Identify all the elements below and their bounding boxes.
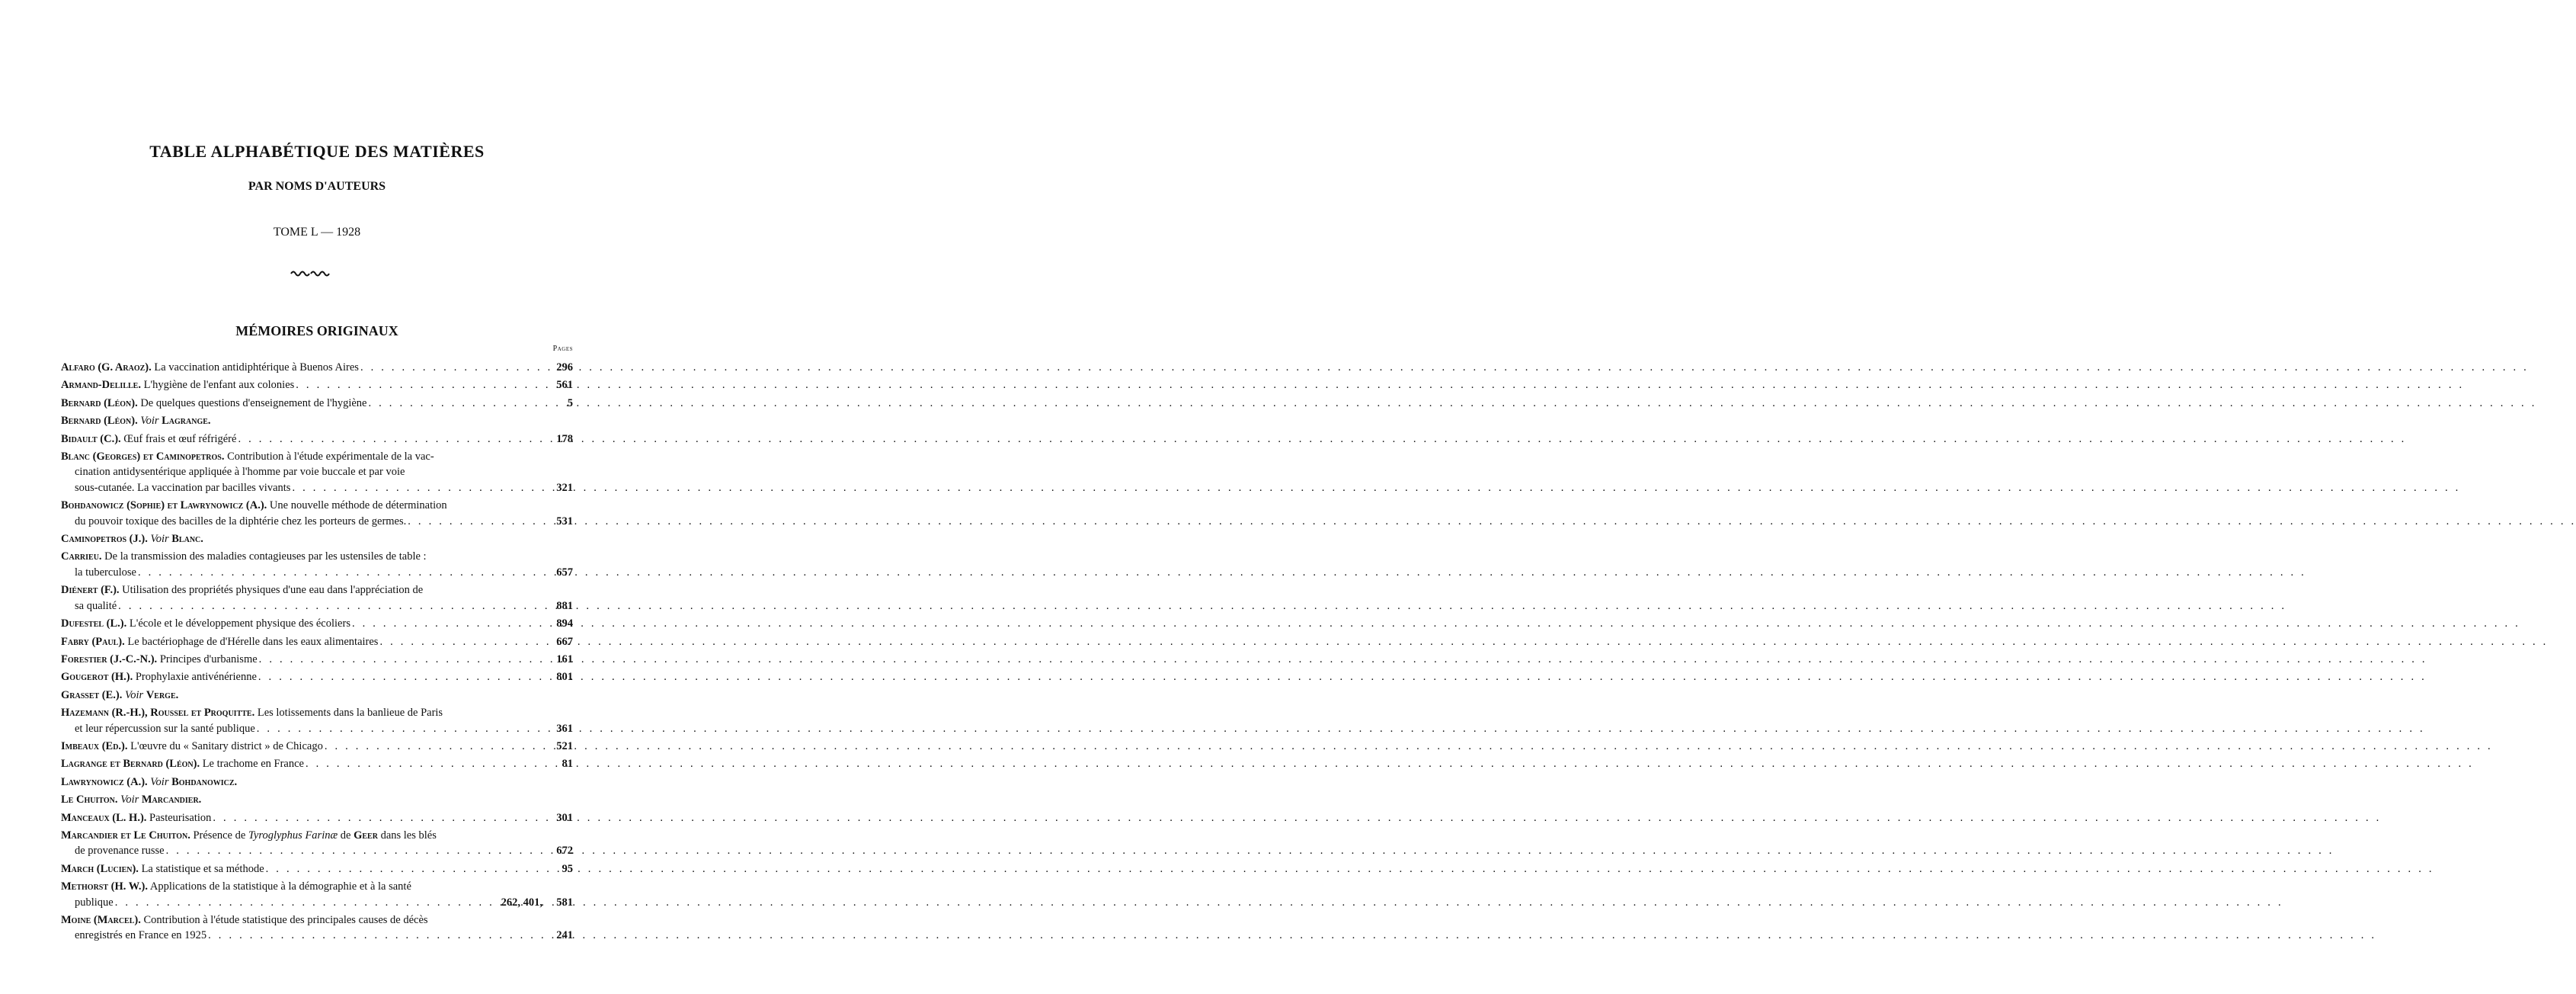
entry-author: Imbeaux (Ed.).: [61, 739, 128, 752]
volume-label: TOME L — 1928: [273, 226, 361, 239]
entry-page: 881: [556, 599, 573, 612]
entry-page: 296: [556, 361, 573, 374]
pages-column-label: Pages: [552, 345, 573, 353]
index-entry: [61, 756, 573, 771]
index-entry: [61, 828, 573, 859]
entry-author: Marcandier et Le Chuiton.: [61, 829, 190, 842]
index-entry: [61, 652, 573, 667]
entry-author: Bernard (Léon).: [61, 415, 138, 428]
voir-label: Voir: [120, 794, 139, 806]
entry-author: Le Chuiton.: [61, 794, 118, 806]
page-title: TABLE ALPHABÉTIQUE DES MATIÈRES: [149, 142, 485, 161]
index-entry: [61, 413, 573, 428]
entry-page: 801: [556, 671, 573, 684]
voir-target: Blanc.: [171, 533, 203, 546]
entry-page: 561: [556, 379, 573, 392]
species-name: Tyroglyphus Farinæ: [248, 829, 338, 842]
index-entry: [61, 531, 573, 547]
entry-author: Lawrynowicz (A.).: [61, 775, 148, 788]
voir-target: Lagrange.: [162, 415, 211, 428]
entry-page: 241: [556, 929, 573, 942]
entry-title: Le bactériophage de d'Hérelle dans les eaux alimentaires: [127, 635, 379, 648]
wave-ornament-icon: [290, 268, 331, 279]
index-entry: [61, 879, 573, 910]
entry-title-continued: de provenance russe: [75, 845, 165, 858]
entry-author: Moine (Marcel).: [61, 914, 141, 926]
voir-target: Bohdanowicz.: [171, 775, 238, 788]
entry-title-continued: et leur répercussion sur la santé publique: [75, 722, 255, 735]
entry-author: Bernard (Léon).: [61, 396, 138, 409]
section-title: MÉMOIRES ORIGINAUX: [235, 323, 398, 338]
voir-target: Marcandier.: [141, 794, 202, 806]
entry-title: Applications de la statistique à la démographie et à la santé: [149, 880, 411, 893]
index-entry: [61, 739, 573, 754]
entry-title: L'école et le développement physique des écoliers: [129, 617, 350, 630]
entry-page: 321: [556, 481, 573, 494]
voir-label: Voir: [150, 533, 169, 546]
entry-title: Présence de: [193, 829, 246, 842]
entry-author: Carrieu.: [61, 550, 102, 563]
index-entry: [61, 669, 573, 685]
entry-page: 667: [556, 635, 573, 648]
index-entry: [61, 792, 573, 807]
entry-author: Fabry (Paul).: [61, 635, 125, 648]
entry-title-continued: cination antidysentérique appliquée à l'homme par voie buccale et par voie: [75, 466, 405, 479]
entry-title: Le trachome en France: [202, 758, 304, 771]
entry-title-continued: la tuberculose: [75, 566, 136, 579]
entry-author: Dufestel (L.).: [61, 617, 127, 630]
entry-author: Manceaux (L. H.).: [61, 811, 147, 824]
entry-author: Alfaro (G. Araoz).: [61, 361, 152, 374]
voir-target: Verge.: [146, 688, 179, 701]
entry-title-continued: du pouvoir toxique des bacilles de la diphtérie chez les porteurs de germes.: [75, 515, 407, 527]
index-entry: [61, 616, 573, 631]
entry-author: Grasset (E.).: [61, 688, 123, 701]
person-name: Geer: [354, 829, 378, 842]
entry-title-continued: publique: [75, 896, 114, 909]
index-entry: [61, 634, 573, 649]
entry-page: 95: [562, 862, 573, 875]
entry-title: Prophylaxie antivénérienne: [135, 671, 257, 684]
entry-page: 81: [562, 758, 573, 771]
entry-title: Utilisation des propriétés physiques d'une eau dans l'appréciation de: [122, 584, 424, 597]
index-entry: [61, 549, 573, 580]
entry-title: L'œuvre du « Sanitary district » de Chicago: [130, 739, 323, 752]
entry-author: Blanc (Georges) et Caminopetros.: [61, 451, 225, 463]
index-entry: [61, 431, 573, 447]
index-entry: [61, 360, 573, 375]
voir-label: Voir: [150, 775, 169, 788]
index-entry: [61, 396, 573, 411]
entry-title: De la transmission des maladies contagieuses par les ustensiles de table :: [104, 550, 427, 563]
index-entry: [61, 810, 573, 826]
index-entry: [61, 912, 573, 944]
entry-page: 5: [567, 396, 573, 409]
entry-title: Contribution à l'étude expérimentale de la vac-: [227, 451, 434, 463]
entry-title-continued: enregistrés en France en 1925: [75, 929, 207, 942]
entry-title: Œuf frais et œuf réfrigéré: [123, 432, 237, 445]
entry-title: La vaccination antidiphtérique à Buenos Aires: [154, 361, 359, 374]
entry-title: L'hygiène de l'enfant aux colonies: [143, 379, 295, 392]
entry-author: Forestier (J.-C.-N.).: [61, 653, 158, 665]
entry-title: dans les blés: [380, 829, 437, 842]
entry-title: Les lotissements dans la banlieue de Paris: [257, 707, 443, 720]
entry-page: 672: [556, 845, 573, 858]
entry-author: Bohdanowicz (Sophie) et Lawrynowicz (A.).: [61, 499, 267, 512]
entry-author: Caminopetros (J.).: [61, 533, 148, 546]
index-entry: [61, 774, 573, 790]
entry-page: 361: [556, 722, 573, 735]
entry-page: 894: [556, 617, 573, 630]
entry-title: Contribution à l'étude statistique des principales causes de décès: [143, 914, 428, 926]
index-entry: [61, 449, 573, 495]
page-subtitle: PAR NOMS D'AUTEURS: [248, 180, 386, 193]
index-entry: [61, 498, 573, 529]
entry-author: Diénert (F.).: [61, 584, 120, 597]
entry-title-continued: sa qualité: [75, 599, 117, 612]
entry-page: 521: [556, 739, 573, 752]
voir-label: Voir: [125, 688, 144, 701]
entry-page: 531: [556, 515, 573, 527]
entry-author: Gougerot (H.).: [61, 671, 133, 684]
entry-title: De quelques questions d'enseignement de l'hygiène: [140, 396, 367, 409]
entry-author: Bidault (C.).: [61, 432, 121, 445]
entry-author: March (Lucien).: [61, 862, 139, 875]
entry-page: 657: [556, 566, 573, 579]
entry-title: Pasteurisation: [149, 811, 212, 824]
index-entry: [61, 705, 573, 736]
entry-author: Armand-Delille.: [61, 379, 141, 392]
entry-page: 161: [556, 653, 573, 665]
entry-title-continued: sous-cutanée. La vaccination par bacilles vivants: [75, 481, 291, 494]
entry-title: Principes d'urbanisme: [159, 653, 258, 665]
index-entry: [61, 582, 573, 614]
entry-list: [61, 360, 573, 944]
entry-page: 581: [556, 896, 573, 909]
entry-author: Lagrange et Bernard (Léon).: [61, 758, 200, 771]
index-entry: [61, 861, 573, 877]
entry-title: Une nouvelle méthode de détermination: [269, 499, 447, 512]
entry-title: de: [340, 829, 351, 842]
entry-author: Methorst (H. W.).: [61, 880, 149, 893]
entry-extra-pages: 262, 401,: [501, 896, 542, 909]
entry-page: 178: [556, 432, 573, 445]
index-entry: [61, 377, 573, 393]
index-entry: [61, 688, 573, 703]
entry-page: 301: [556, 811, 573, 824]
entry-title: La statistique et sa méthode: [141, 862, 264, 875]
voir-label: Voir: [140, 415, 159, 428]
entry-author: Hazemann (R.-H.), Roussel et Proquitte.: [61, 707, 255, 720]
